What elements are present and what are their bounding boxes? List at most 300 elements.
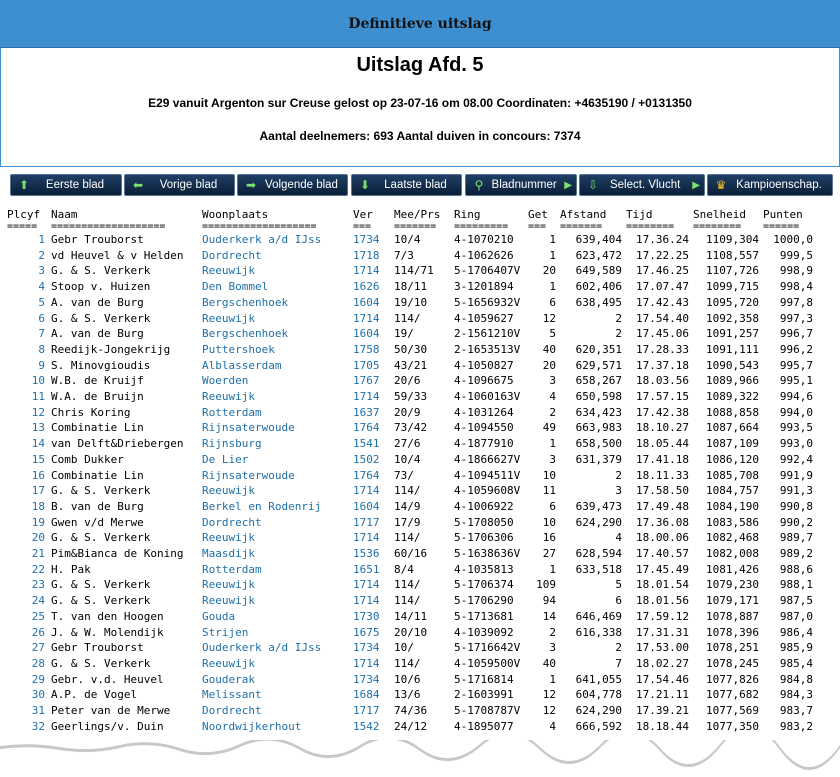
cell-woonplaats[interactable]: Ouderkerk a/d IJss <box>202 641 322 655</box>
sep-afstand: ======= <box>560 222 603 232</box>
cell-meeprs: 114/ <box>394 484 421 498</box>
results-table <box>7 207 813 735</box>
cell-snelheid: 1078,396 <box>706 625 759 639</box>
cell-ver[interactable]: 1541 <box>353 437 380 451</box>
cell-punten: 996,7 <box>779 327 813 341</box>
cell-afstand: 663,983 <box>575 421 622 435</box>
cell-plcyf[interactable]: 30 <box>31 688 45 702</box>
cell-tijd: 17.54.46 <box>636 672 689 686</box>
col-punten: Punten <box>763 208 803 221</box>
cell-plcyf[interactable]: 13 <box>31 421 45 435</box>
participants-info: Aantal deelnemers: 693 Aantal duiven in concours: 7374 <box>259 129 581 143</box>
cell-plcyf[interactable]: 16 <box>31 468 45 482</box>
top-bar <box>0 0 840 48</box>
cell-plcyf[interactable]: 8 <box>38 342 45 356</box>
cell-ver[interactable]: 1502 <box>353 452 380 466</box>
cell-plcyf[interactable]: 26 <box>31 625 45 639</box>
cell-afstand: 650,598 <box>575 390 622 404</box>
results-body <box>7 232 813 735</box>
cell-ver[interactable]: 1705 <box>353 358 380 372</box>
cell-tijd: 17.58.50 <box>636 484 689 498</box>
cell-afstand: 620,351 <box>575 342 622 356</box>
cell-afstand: 631,379 <box>575 452 622 466</box>
cell-ver[interactable]: 1730 <box>353 609 380 623</box>
cell-get: 11 <box>542 484 556 498</box>
cell-get: 12 <box>542 704 556 718</box>
sep-plcyf: ===== <box>7 222 38 232</box>
cell-naam: Gebr Trouborst <box>51 641 144 655</box>
cell-ring: 4-1039092 <box>454 625 514 639</box>
cell-tijd: 17.31.31 <box>636 625 689 639</box>
cell-naam: G. & S. Verkerk <box>51 656 151 670</box>
flight-info: E29 vanuit Argenton sur Creuse gelost op 23-07-16 om 08.00 Coordinaten: +4635190 / +0131350 <box>148 96 692 110</box>
cell-woonplaats[interactable]: Bergschenhoek <box>202 327 289 341</box>
cell-meeprs: 14/11 <box>394 609 428 623</box>
cell-meeprs: 19/ <box>394 327 414 341</box>
cell-ring: 4-1895077 <box>454 719 514 733</box>
cell-ver[interactable]: 1714 <box>353 264 380 278</box>
cell-meeprs: 74/36 <box>394 704 428 718</box>
cell-ring: 5-1713681 <box>454 609 514 623</box>
col-afstand: Afstand <box>560 208 607 221</box>
cell-meeprs: 20/9 <box>394 405 421 419</box>
cell-plcyf[interactable]: 4 <box>38 280 45 294</box>
cell-get: 27 <box>542 547 556 561</box>
table-row <box>7 656 813 672</box>
cell-afstand: 658,267 <box>575 374 622 388</box>
cell-punten: 983,7 <box>779 704 813 718</box>
cell-get: 2 <box>549 405 556 419</box>
cell-naam: G. & S. Verkerk <box>51 264 151 278</box>
next-page-button[interactable]: ➡ Volgende blad <box>237 174 348 196</box>
cell-woonplaats[interactable]: Dordrecht <box>202 704 262 718</box>
cell-woonplaats[interactable]: Melissant <box>202 688 262 702</box>
cell-ring: 4-1006922 <box>454 499 514 513</box>
sep-get: === <box>528 222 547 232</box>
cell-ver[interactable]: 1604 <box>353 327 380 341</box>
cell-ver[interactable]: 1604 <box>353 295 380 309</box>
cell-afstand: 616,338 <box>575 625 622 639</box>
cell-naam: H. Pak <box>51 562 91 576</box>
cell-woonplaats[interactable]: Gouda <box>202 609 236 623</box>
cell-plcyf[interactable]: 27 <box>31 641 45 655</box>
cell-snelheid: 1095,720 <box>706 295 759 309</box>
cell-ver[interactable]: 1717 <box>353 704 380 718</box>
cell-meeprs: 10/4 <box>394 452 421 466</box>
cell-naam: T. van den Hoogen <box>51 609 164 623</box>
cell-ver[interactable]: 1714 <box>353 656 380 670</box>
cell-ring: 4-1096675 <box>454 374 514 388</box>
cell-afstand: 2 <box>615 641 622 655</box>
cell-meeprs: 60/16 <box>394 547 428 561</box>
cell-punten: 988,6 <box>779 562 813 576</box>
cell-afstand: 3 <box>615 484 622 498</box>
cell-punten: 987,5 <box>779 594 813 608</box>
sep-ver: === <box>353 222 372 232</box>
cell-tijd: 17.45.06 <box>636 327 689 341</box>
cell-woonplaats[interactable]: Dordrecht <box>202 515 262 529</box>
cell-ver[interactable]: 1764 <box>353 468 380 482</box>
cell-punten: 985,4 <box>779 656 813 670</box>
cell-plcyf[interactable]: 11 <box>31 390 45 404</box>
cell-ver[interactable]: 1536 <box>353 547 380 561</box>
cell-naam: Chris Koring <box>51 405 131 419</box>
table-row <box>7 577 813 593</box>
cell-tijd: 17.36.08 <box>636 515 689 529</box>
cell-naam: G. & S. Verkerk <box>51 484 151 498</box>
cell-ver[interactable]: 1637 <box>353 405 380 419</box>
cell-ver[interactable]: 1714 <box>353 390 380 404</box>
cell-snelheid: 1084,190 <box>706 499 759 513</box>
cell-naam: J. & W. Molendijk <box>51 625 164 639</box>
cell-naam: Combinatie Lin <box>51 421 144 435</box>
cell-naam: Pim&Bianca de Koning <box>51 547 184 561</box>
cell-woonplaats[interactable]: Rotterdam <box>202 562 262 576</box>
cell-snelheid: 1099,715 <box>706 280 759 294</box>
table-row <box>7 342 813 358</box>
cell-naam: Gebr. v.d. Heuvel <box>51 672 164 686</box>
table-row <box>7 562 813 578</box>
arrow-left-icon: ⬅ <box>132 178 144 192</box>
cell-naam: G. & S. Verkerk <box>51 578 151 592</box>
cell-tijd: 17.57.15 <box>636 390 689 404</box>
cell-woonplaats[interactable]: Reeuwijk <box>202 578 255 592</box>
cell-meeprs: 10/4 <box>394 233 421 246</box>
table-row <box>7 703 813 719</box>
cell-snelheid: 1083,586 <box>706 515 759 529</box>
cell-woonplaats[interactable]: De Lier <box>202 452 249 466</box>
cell-plcyf[interactable]: 28 <box>31 656 45 670</box>
cell-ver[interactable]: 1714 <box>353 484 380 498</box>
table-row <box>7 358 813 374</box>
cell-punten: 991,9 <box>779 468 813 482</box>
cell-woonplaats[interactable]: Woerden <box>202 374 249 388</box>
cell-tijd: 17.07.47 <box>636 280 689 294</box>
cell-plcyf[interactable]: 2 <box>38 248 45 262</box>
table-row <box>7 263 813 279</box>
cell-woonplaats[interactable]: Reeuwijk <box>202 594 255 608</box>
cell-get: 3 <box>549 374 556 388</box>
sep-naam: =================== <box>51 222 166 232</box>
cell-punten: 997,8 <box>779 295 813 309</box>
cell-meeprs: 50/30 <box>394 342 428 356</box>
cell-tijd: 17.54.40 <box>636 311 689 325</box>
table-row <box>7 625 813 641</box>
table-row <box>7 436 813 452</box>
cell-ring: 5-1716642V <box>454 641 521 655</box>
cell-woonplaats[interactable]: Noordwijkerhout <box>202 719 302 733</box>
cell-plcyf[interactable]: 19 <box>31 515 45 529</box>
cell-naam: Reedijk-Jongekrijg <box>51 342 171 356</box>
table-row <box>7 609 813 625</box>
cell-ring: 5-1656932V <box>454 295 521 309</box>
cell-plcyf[interactable]: 14 <box>31 437 45 451</box>
cell-woonplaats[interactable]: Reeuwijk <box>202 656 255 670</box>
cell-tijd: 18.03.56 <box>636 374 689 388</box>
cell-ver[interactable]: 1651 <box>353 562 380 576</box>
cell-snelheid: 1090,543 <box>706 358 759 372</box>
cell-afstand: 623,472 <box>575 248 622 262</box>
cell-ring: 4-1866627V <box>454 452 521 466</box>
cell-snelheid: 1077,569 <box>706 704 759 718</box>
cell-plcyf[interactable]: 17 <box>31 484 45 498</box>
cell-ver[interactable]: 1714 <box>353 531 380 545</box>
cell-punten: 991,3 <box>779 484 813 498</box>
cell-meeprs: 14/9 <box>394 499 421 513</box>
cell-ver[interactable]: 1734 <box>353 672 380 686</box>
cell-afstand: 2 <box>615 311 622 325</box>
cell-plcyf[interactable]: 18 <box>31 499 45 513</box>
cell-woonplaats[interactable]: Alblasserdam <box>202 358 282 372</box>
table-row <box>7 389 813 405</box>
cell-ring: 4-1031264 <box>454 405 514 419</box>
table-row <box>7 232 813 248</box>
cell-punten: 987,0 <box>779 609 813 623</box>
cell-punten: 989,7 <box>779 531 813 545</box>
cell-snelheid: 1085,708 <box>706 468 759 482</box>
col-naam: Naam <box>51 208 78 221</box>
table-row <box>7 405 813 421</box>
cell-tijd: 18.18.44 <box>636 719 689 733</box>
cell-afstand: 7 <box>615 656 622 670</box>
cell-naam: vd Heuvel & v Helden <box>51 248 184 262</box>
cell-tijd: 18.01.56 <box>636 594 689 608</box>
cell-naam: S. Minovgioudis <box>51 358 151 372</box>
cell-meeprs: 27/6 <box>394 437 421 451</box>
first-page-button[interactable]: ⬆ Eerste blad <box>10 174 122 196</box>
cell-plcyf[interactable]: 29 <box>31 672 45 686</box>
cell-get: 1 <box>549 672 556 686</box>
cell-woonplaats[interactable]: Bergschenhoek <box>202 295 289 309</box>
cell-ver[interactable]: 1604 <box>353 499 380 513</box>
cell-meeprs: 114/ <box>394 656 421 670</box>
cell-naam: A. van de Burg <box>51 295 144 309</box>
cell-woonplaats[interactable]: Ouderkerk a/d IJss <box>202 233 322 246</box>
cell-ring: 5-1706407V <box>454 264 521 278</box>
cell-snelheid: 1087,664 <box>706 421 759 435</box>
cell-plcyf[interactable]: 1 <box>38 233 45 246</box>
cell-naam: W.B. de Kruijf <box>51 374 144 388</box>
cell-ring: 5-1706374 <box>454 578 514 592</box>
sep-snelheid: ======== <box>693 222 742 232</box>
cell-ver[interactable]: 1758 <box>353 342 380 356</box>
cell-ver[interactable]: 1675 <box>353 625 380 639</box>
cell-meeprs: 114/ <box>394 531 421 545</box>
cell-ver[interactable]: 1714 <box>353 594 380 608</box>
cell-plcyf[interactable]: 32 <box>31 719 45 733</box>
cell-meeprs: 19/10 <box>394 295 428 309</box>
cell-get: 6 <box>549 499 556 513</box>
cell-tijd: 17.37.18 <box>636 358 689 372</box>
cell-meeprs: 7/3 <box>394 248 414 262</box>
cell-woonplaats[interactable]: Reeuwijk <box>202 484 255 498</box>
cell-naam: B. van de Burg <box>51 499 144 513</box>
cell-woonplaats[interactable]: Rijnsaterwoude <box>202 468 295 482</box>
cell-tijd: 17.21.11 <box>636 688 689 702</box>
col-ring: Ring <box>454 208 481 221</box>
cell-get: 4 <box>549 390 556 404</box>
table-row <box>7 311 813 327</box>
cell-tijd: 17.40.57 <box>636 547 689 561</box>
cell-plcyf[interactable]: 12 <box>31 405 45 419</box>
cell-punten: 985,9 <box>779 641 813 655</box>
cell-plcyf[interactable]: 7 <box>38 327 45 341</box>
download-icon: ⇩ <box>587 178 599 192</box>
page-number-button[interactable]: ⚲ Bladnummer ▶ <box>465 174 577 196</box>
cell-plcyf[interactable]: 6 <box>38 311 45 325</box>
sep-woonplaats: =================== <box>202 222 317 232</box>
cell-tijd: 17.59.12 <box>636 609 689 623</box>
cell-snelheid: 1088,858 <box>706 405 759 419</box>
cell-woonplaats[interactable]: Den Bommel <box>202 280 269 294</box>
cell-ring: 4-1059500V <box>454 656 521 670</box>
championship-button[interactable]: ♛ Kampioenschap. <box>707 174 833 196</box>
cell-punten: 999,5 <box>779 248 813 262</box>
cell-ring: 5-1716814 <box>454 672 514 686</box>
cell-naam: Combinatie Lin <box>51 468 144 482</box>
cell-ring: 4-1060163V <box>454 390 521 404</box>
table-row <box>7 499 813 515</box>
cell-afstand: 641,055 <box>575 672 622 686</box>
table-row <box>7 719 813 735</box>
last-page-button[interactable]: ⬇ Laatste blad <box>351 174 462 196</box>
cell-plcyf[interactable]: 25 <box>31 609 45 623</box>
cell-naam: A. van de Burg <box>51 327 144 341</box>
cell-woonplaats[interactable]: Rijnsaterwoude <box>202 421 295 435</box>
crown-icon: ♛ <box>715 178 727 192</box>
cell-ver[interactable]: 1734 <box>353 641 380 655</box>
cell-get: 4 <box>549 719 556 733</box>
cell-ver[interactable]: 1684 <box>353 688 380 702</box>
cell-afstand: 2 <box>615 327 622 341</box>
cell-plcyf[interactable]: 10 <box>31 374 45 388</box>
cell-punten: 995,7 <box>779 358 813 372</box>
cell-ver[interactable]: 1714 <box>353 578 380 592</box>
cell-meeprs: 114/ <box>394 311 421 325</box>
cell-tijd: 17.22.25 <box>636 248 689 262</box>
cell-meeprs: 18/11 <box>394 280 428 294</box>
cell-ring: 4-1035813 <box>454 562 514 576</box>
cell-snelheid: 1082,468 <box>706 531 759 545</box>
cell-ring: 5-1706290 <box>454 594 514 608</box>
cell-plcyf[interactable]: 24 <box>31 594 45 608</box>
col-tijd: Tijd <box>626 208 653 221</box>
cell-snelheid: 1078,245 <box>706 656 759 670</box>
cell-ver[interactable]: 1764 <box>353 421 380 435</box>
table-row <box>7 248 813 264</box>
cell-woonplaats[interactable]: Reeuwijk <box>202 311 255 325</box>
cell-plcyf[interactable]: 20 <box>31 531 45 545</box>
cell-plcyf[interactable]: 15 <box>31 452 45 466</box>
cell-snelheid: 1092,358 <box>706 311 759 325</box>
cell-get: 1 <box>549 437 556 451</box>
cell-tijd: 17.41.18 <box>636 452 689 466</box>
table-row <box>7 515 813 531</box>
cell-naam: Gebr Trouborst <box>51 233 144 246</box>
table-row <box>7 452 813 468</box>
cell-afstand: 628,594 <box>575 547 622 561</box>
table-row <box>7 546 813 562</box>
cell-ver[interactable]: 1542 <box>353 719 380 733</box>
cell-naam: A.P. de Vogel <box>51 688 138 702</box>
play-icon: ▶ <box>564 179 572 191</box>
cell-afstand: 639,473 <box>575 499 622 513</box>
cell-naam: Geerlings/v. Duin <box>51 719 164 733</box>
cell-tijd: 18.00.06 <box>636 531 689 545</box>
cell-plcyf[interactable]: 5 <box>38 295 45 309</box>
cell-naam: Peter van de Merwe <box>51 704 171 718</box>
cell-afstand: 602,406 <box>575 280 622 294</box>
cell-plcyf[interactable]: 3 <box>38 264 45 278</box>
cell-get: 6 <box>549 295 556 309</box>
cell-woonplaats[interactable]: Gouderak <box>202 672 255 686</box>
cell-snelheid: 1081,426 <box>706 562 759 576</box>
table-row <box>7 530 813 546</box>
cell-punten: 990,2 <box>779 515 813 529</box>
cell-woonplaats[interactable]: Rotterdam <box>202 405 262 419</box>
table-row <box>7 672 813 688</box>
cell-naam: Comb Dukker <box>51 452 124 466</box>
cell-woonplaats[interactable]: Reeuwijk <box>202 531 255 545</box>
cell-woonplaats[interactable]: Reeuwijk <box>202 264 255 278</box>
cell-snelheid: 1078,887 <box>706 609 759 623</box>
cell-ver[interactable]: 1734 <box>353 233 380 246</box>
play-icon: ▶ <box>692 179 700 191</box>
cell-snelheid: 1108,557 <box>706 248 759 262</box>
cell-ring: 4-1094511V <box>454 468 521 482</box>
cell-woonplaats[interactable]: Strijen <box>202 625 249 639</box>
cell-ver[interactable]: 1767 <box>353 374 380 388</box>
cell-woonplaats[interactable]: Dordrecht <box>202 248 262 262</box>
cell-afstand: 646,469 <box>575 609 622 623</box>
cell-afstand: 649,589 <box>575 264 622 278</box>
cell-woonplaats[interactable]: Puttershoek <box>202 342 275 356</box>
cell-tijd: 18.11.33 <box>636 468 689 482</box>
cell-ring: 4-1877910 <box>454 437 514 451</box>
cell-punten: 984,8 <box>779 672 813 686</box>
select-flight-button[interactable]: ⇩ Select. Vlucht ▶ <box>579 174 705 196</box>
cell-meeprs: 13/6 <box>394 688 421 702</box>
cell-meeprs: 73/42 <box>394 421 428 435</box>
cell-woonplaats[interactable]: Reeuwijk <box>202 390 255 404</box>
table-header-row <box>7 207 813 222</box>
cell-ver[interactable]: 1717 <box>353 515 380 529</box>
table-row <box>7 295 813 311</box>
cell-woonplaats[interactable]: Berkel en Rodenrij <box>202 499 322 513</box>
previous-page-button[interactable]: ⬅ Vorige blad <box>124 174 235 196</box>
col-snelheid: Snelheid <box>693 208 746 221</box>
cell-get: 12 <box>542 688 556 702</box>
cell-ver[interactable]: 1714 <box>353 311 380 325</box>
cell-plcyf[interactable]: 9 <box>38 358 45 372</box>
cell-plcyf[interactable]: 21 <box>31 547 45 561</box>
cell-plcyf[interactable]: 22 <box>31 562 45 576</box>
cell-woonplaats[interactable]: Maasdijk <box>202 547 255 561</box>
cell-woonplaats[interactable]: Rijnsburg <box>202 437 262 451</box>
cell-plcyf[interactable]: 31 <box>31 704 45 718</box>
cell-punten: 998,4 <box>779 280 813 294</box>
table-row <box>7 593 813 609</box>
cell-tijd: 17.46.25 <box>636 264 689 278</box>
cell-afstand: 638,495 <box>575 295 622 309</box>
cell-plcyf[interactable]: 23 <box>31 578 45 592</box>
cell-meeprs: 20/10 <box>394 625 428 639</box>
sep-punten: ====== <box>763 222 800 232</box>
cell-ver[interactable]: 1718 <box>353 248 380 262</box>
table-separator-row <box>7 222 813 232</box>
col-get: Get <box>528 208 548 221</box>
cell-ver[interactable]: 1626 <box>353 280 380 294</box>
